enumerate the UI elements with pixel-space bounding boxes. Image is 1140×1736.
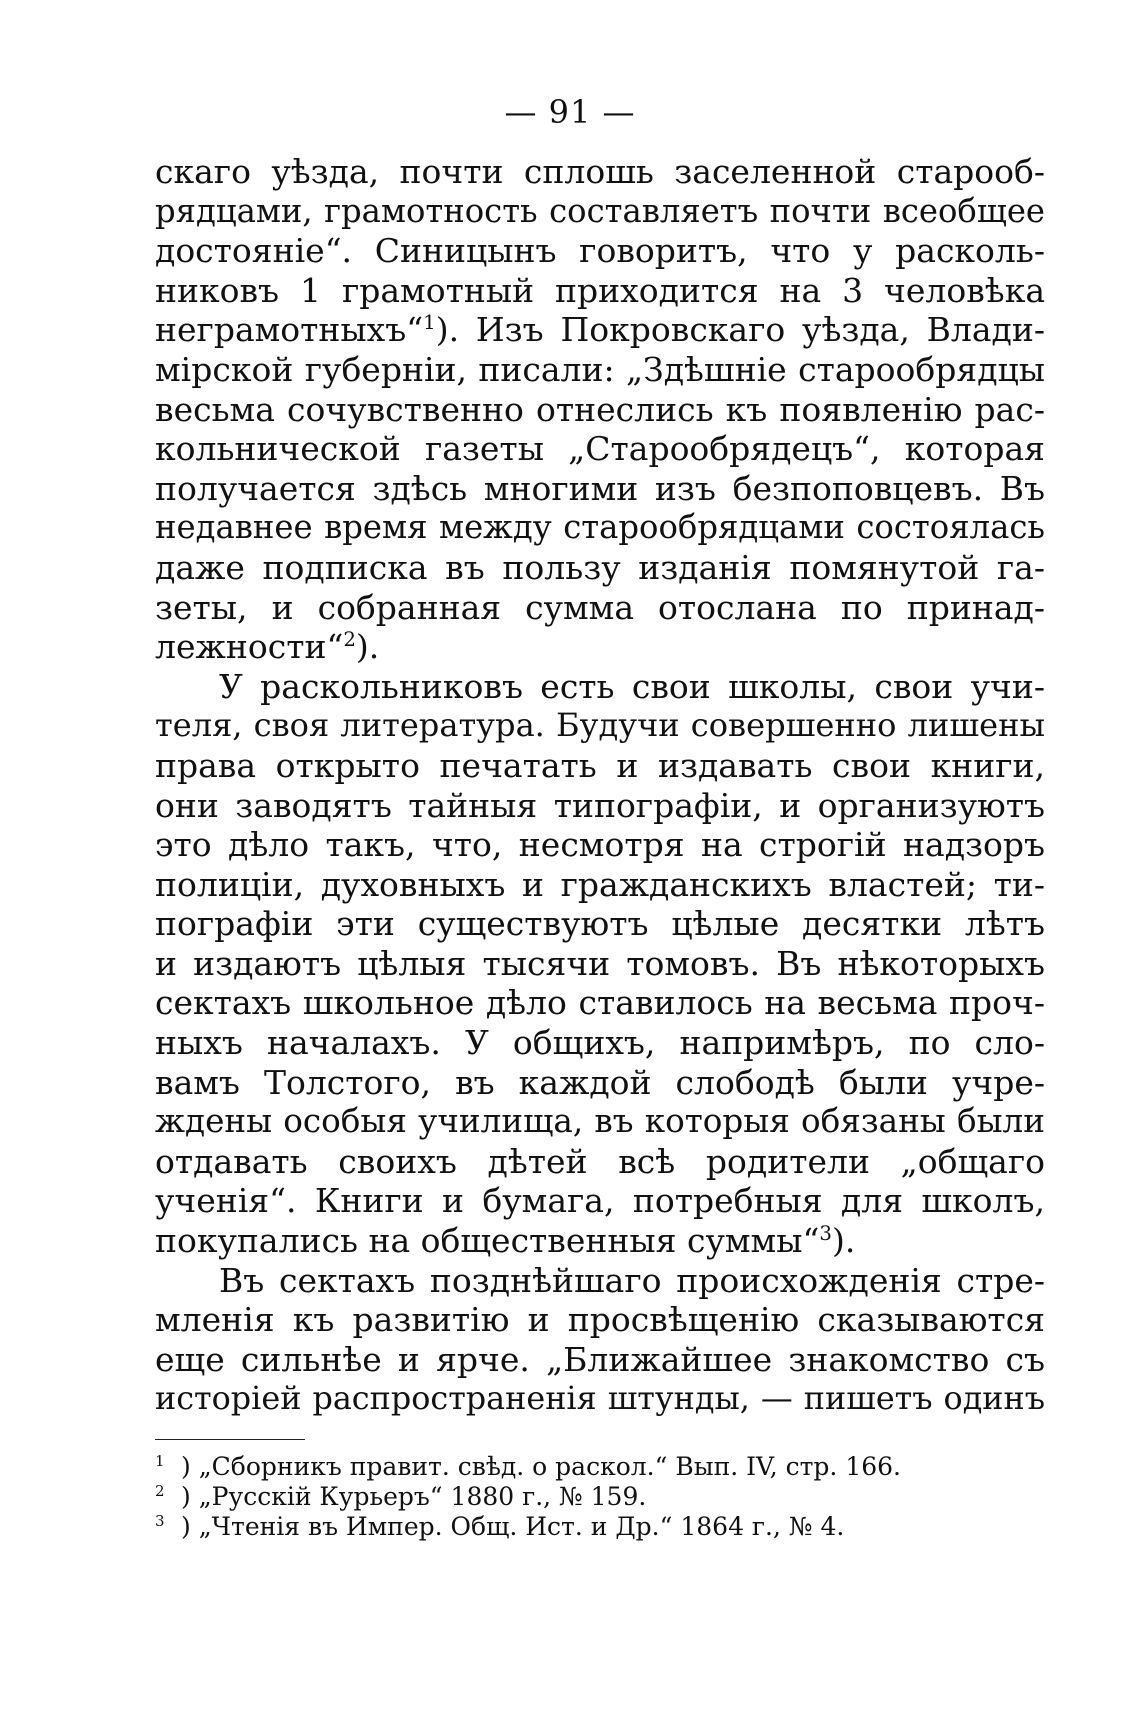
- text-segment: покупались на общественныя суммы“: [155, 1221, 820, 1261]
- text-line: права открыто печатать и издавать свои книги,: [155, 745, 1045, 785]
- text-line: они заводятъ тайныя типографіи, и организуютъ: [155, 785, 1045, 825]
- footnote: $^3$ ) „Чтенія въ Импер. Общ. Ист. и Др.“ 1864 г., № 4.: [155, 1511, 845, 1541]
- text-line: теля, своя литература. Будучи совершенно лишены: [155, 706, 1045, 745]
- text-line: мірской губерніи, писали: „Здѣшніе старообрядцы: [155, 349, 1045, 389]
- text-line: [155, 1221, 1045, 1261]
- text-line: отдавать своихъ дѣтей всѣ родители „общаго: [155, 1141, 1045, 1181]
- text-line: [155, 310, 1045, 350]
- footnote-close-paren: ): [181, 1452, 191, 1481]
- text-line: мленія къ развитію и просвѣщенію сказываются: [155, 1300, 1045, 1340]
- text-line: это дѣло такъ, что, несмотря на строгій надзоръ: [155, 825, 1045, 865]
- page-number: — 91 —: [504, 93, 636, 131]
- text-line: полиціи, духовныхъ и гражданскихъ властей; ти-: [155, 864, 1045, 904]
- text-segment: лежности“: [155, 627, 344, 667]
- text-line: исторіей распространенія штунды, — пишетъ одинъ: [155, 1379, 1045, 1418]
- paragraph-first-line: У раскольниковъ есть свои школы, свои учи-: [219, 666, 1045, 706]
- text-line: вамъ Толстого, въ каждой слободѣ были учре-: [155, 1062, 1045, 1102]
- footnote-ref: 3: [819, 1222, 832, 1246]
- text-line: [155, 627, 1045, 667]
- footnote-divider: [155, 1439, 305, 1440]
- footnote-ref: 1: [423, 311, 436, 335]
- text-line: ныхъ началахъ. У общихъ, напримѣръ, по сло-: [155, 1023, 1045, 1063]
- text-line: скаго уѣзда, почти сплошь заселенной старооб-: [155, 152, 1045, 191]
- text-line: получается здѣсь многими изъ безпоповцевъ. Въ: [155, 468, 1045, 508]
- text-line: никовъ 1 грамотный приходится на 3 человѣка: [155, 270, 1045, 310]
- footnotes: [155, 1452, 1045, 1542]
- text-line: ждены особыя училища, въ которыя обязаны были: [155, 1102, 1045, 1141]
- text-line: сектахъ школьное дѣло ставилось на весьма проч-: [155, 983, 1045, 1023]
- text-line: весьма сочувственно отнеслись къ появленію рас-: [155, 389, 1045, 429]
- footnote-text: „Чтенія въ Импер. Общ. Ист. и Др.“ 1864 г., № 4.: [198, 1512, 845, 1541]
- text-line: даже подписка въ пользу изданія помянутой га-: [155, 547, 1045, 587]
- text-line: еще сильнѣе и ярче. „Ближайшее знакомство съ: [155, 1339, 1045, 1379]
- footnote: $^2$ ) „Русскій Курьеръ“ 1880 г., № 159.: [155, 1481, 647, 1511]
- text-segment: ).: [355, 627, 380, 667]
- footnote: $^1$ ) „Сборникъ правит. свѣд. о раскол.“ Вып. IV, стр. 166.: [155, 1451, 901, 1481]
- text-line: зеты, и собранная сумма отослана по принад-: [155, 587, 1045, 627]
- text-segment: ). Изъ Покровскаго уѣзда, Влади-: [435, 310, 1045, 350]
- text-line: и издаютъ цѣлыя тысячи томовъ. Въ нѣкоторыхъ: [155, 943, 1045, 983]
- footnote-ref: 2: [343, 628, 356, 652]
- text-line: рядцами, грамотность составляетъ почти всеобщее: [155, 191, 1045, 230]
- paragraph-first-line: Въ сектахъ позднѣйшаго происхожденія стре-: [219, 1260, 1045, 1300]
- main-text: [155, 152, 1045, 1419]
- text-line: пографіи эти существуютъ цѣлые десятки лѣтъ: [155, 904, 1045, 944]
- footnote-close-paren: ): [181, 1512, 191, 1541]
- footnote-close-paren: ): [181, 1482, 191, 1511]
- text-segment: неграмотныхъ“: [155, 310, 424, 350]
- footnote-text: „Сборникъ правит. свѣд. о раскол.“ Вып. IV, стр. 166.: [198, 1452, 901, 1481]
- text-segment: ).: [831, 1221, 856, 1261]
- footnote-text: „Русскій Курьеръ“ 1880 г., № 159.: [198, 1482, 647, 1511]
- text-line: недавнее время между старообрядцами состоялась: [155, 508, 1045, 547]
- text-line: достояніе“. Синицынъ говоритъ, что у расколь-: [155, 231, 1045, 271]
- text-line: ученія“. Книги и бумага, потребныя для школъ,: [155, 1181, 1045, 1221]
- text-line: кольнической газеты „Старообрядецъ“, которая: [155, 429, 1045, 469]
